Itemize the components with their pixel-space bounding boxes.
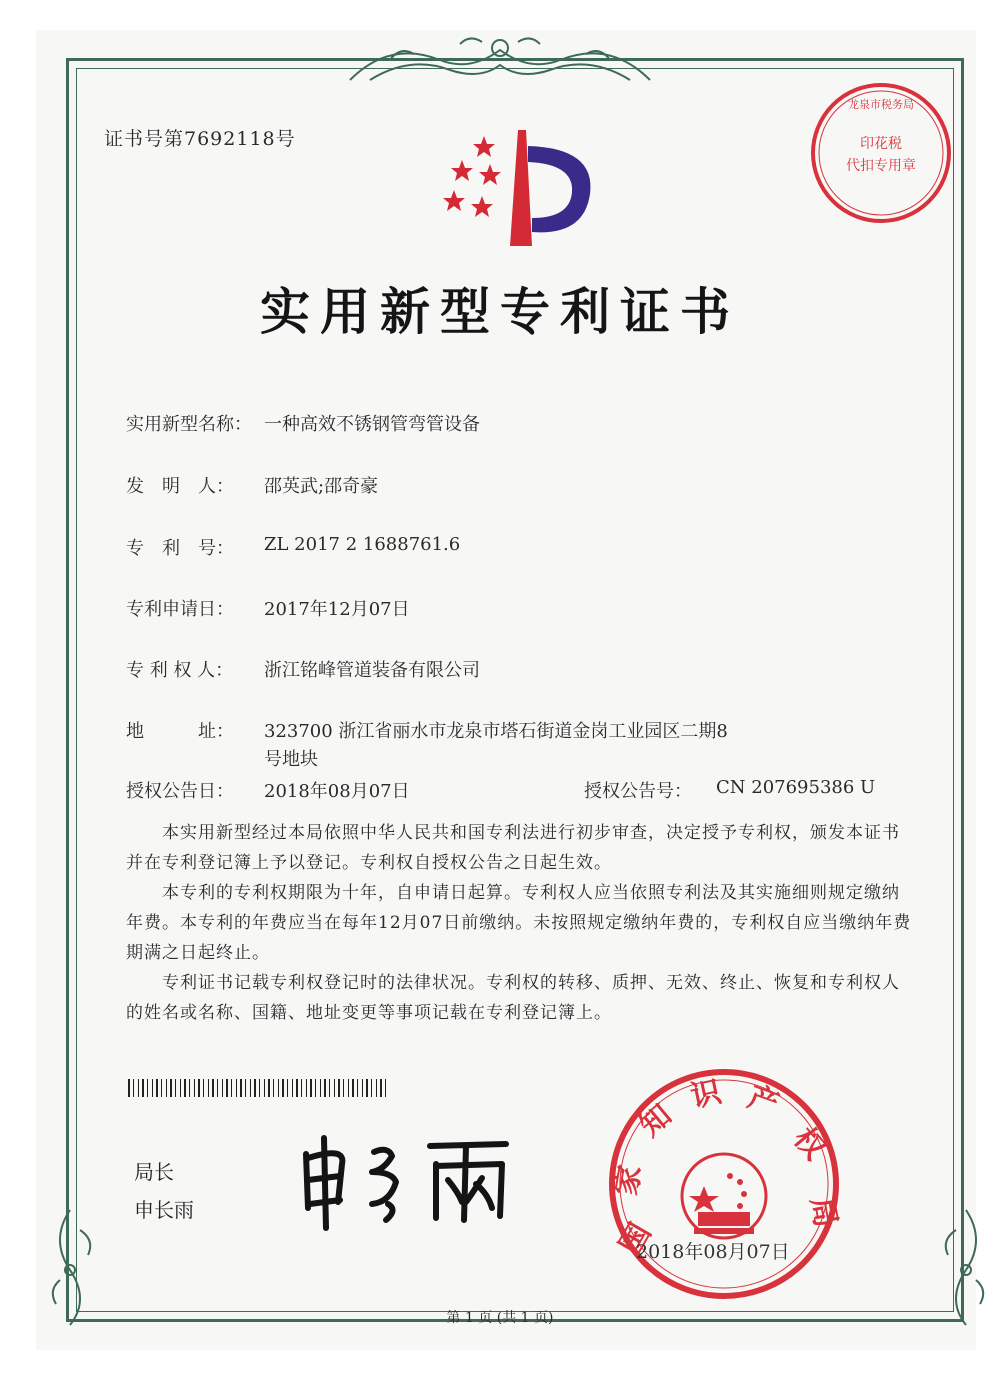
svg-text:识: 识 <box>687 1074 725 1115</box>
top-ornament-icon <box>330 30 670 90</box>
svg-text:家: 家 <box>608 1162 649 1199</box>
address-line-1: 323700 浙江省丽水市龙泉市塔石街道金岗工业园区二期8 <box>264 721 728 742</box>
filing-date-label: 专利申请日： <box>126 599 234 620</box>
certificate-title: 实用新型专利证书 <box>260 283 740 341</box>
svg-text:印花税: 印花税 <box>860 136 902 152</box>
inventor-value: 邵英武;邵奇豪 <box>264 476 379 497</box>
svg-text:代扣专用章: 代扣专用章 <box>846 158 916 174</box>
handwritten-signature <box>296 1124 526 1234</box>
cnipa-official-seal-icon <box>604 1064 844 1304</box>
inventor-label: 发 明 人： <box>126 476 234 497</box>
certificate-number: 证书号第7692118号 <box>104 128 296 150</box>
svg-text:国: 国 <box>613 1217 659 1261</box>
tax-stamp-icon <box>806 78 956 228</box>
paragraph-term: 本专利的专利权期限为十年，自申请日起算。专利权人应当依照专利法及其实施细则规定缴纳年费。本专利的年费应当在每年12月07日前缴纳。未按照规定缴纳年费的，专利权自应当缴纳年费期满之日起终止。 <box>126 883 912 963</box>
director-title: 局长 <box>134 1160 174 1184</box>
patentee-label: 专 利 权 人： <box>126 660 234 681</box>
patent-number-label: 专 利 号： <box>126 538 234 559</box>
svg-text:产: 产 <box>743 1079 784 1123</box>
barcode-icon <box>128 1079 390 1097</box>
address-label: 地 址： <box>126 721 234 742</box>
svg-text:局: 局 <box>803 1194 844 1231</box>
patentee-value: 浙江铭峰管道装备有限公司 <box>264 660 480 681</box>
seal-date: 2018年08月07日 <box>636 1241 790 1263</box>
svg-text:知: 知 <box>633 1097 679 1144</box>
grant-number-value: CN 207695386 U <box>716 777 876 798</box>
grant-number-label: 授权公告号： <box>584 781 692 802</box>
page-number-note: 第 1 页 (共 1 页) <box>446 1310 554 1326</box>
utility-name-label: 实用新型名称： <box>126 414 252 435</box>
grant-date-value: 2018年08月07日 <box>264 781 410 802</box>
svg-text:权: 权 <box>786 1121 833 1167</box>
filing-date-value: 2017年12月07日 <box>264 599 410 620</box>
svg-text:龙泉市税务局: 龙泉市税务局 <box>848 98 914 111</box>
utility-name-value: 一种高效不锈钢管弯管设备 <box>264 414 480 435</box>
paragraph-review: 本实用新型经过本局依照中华人民共和国专利法进行初步审查，决定授予专利权，颁发本证书并在专利登记簿上予以登记。专利权自授权公告之日起生效。 <box>126 823 900 873</box>
paragraph-legal-status: 专利证书记载专利权登记时的法律状况。专利权的转移、质押、无效、终止、恢复和专利权人的姓名或名称、国籍、地址变更等事项记载在专利登记簿上。 <box>126 973 900 1023</box>
cnipa-logo-icon <box>440 124 600 254</box>
address-line-2: 号地块 <box>264 749 318 770</box>
director-name: 申长雨 <box>134 1198 194 1222</box>
patent-number-value: ZL 2017 2 1688761.6 <box>264 534 461 555</box>
grant-date-label: 授权公告日： <box>126 781 234 802</box>
